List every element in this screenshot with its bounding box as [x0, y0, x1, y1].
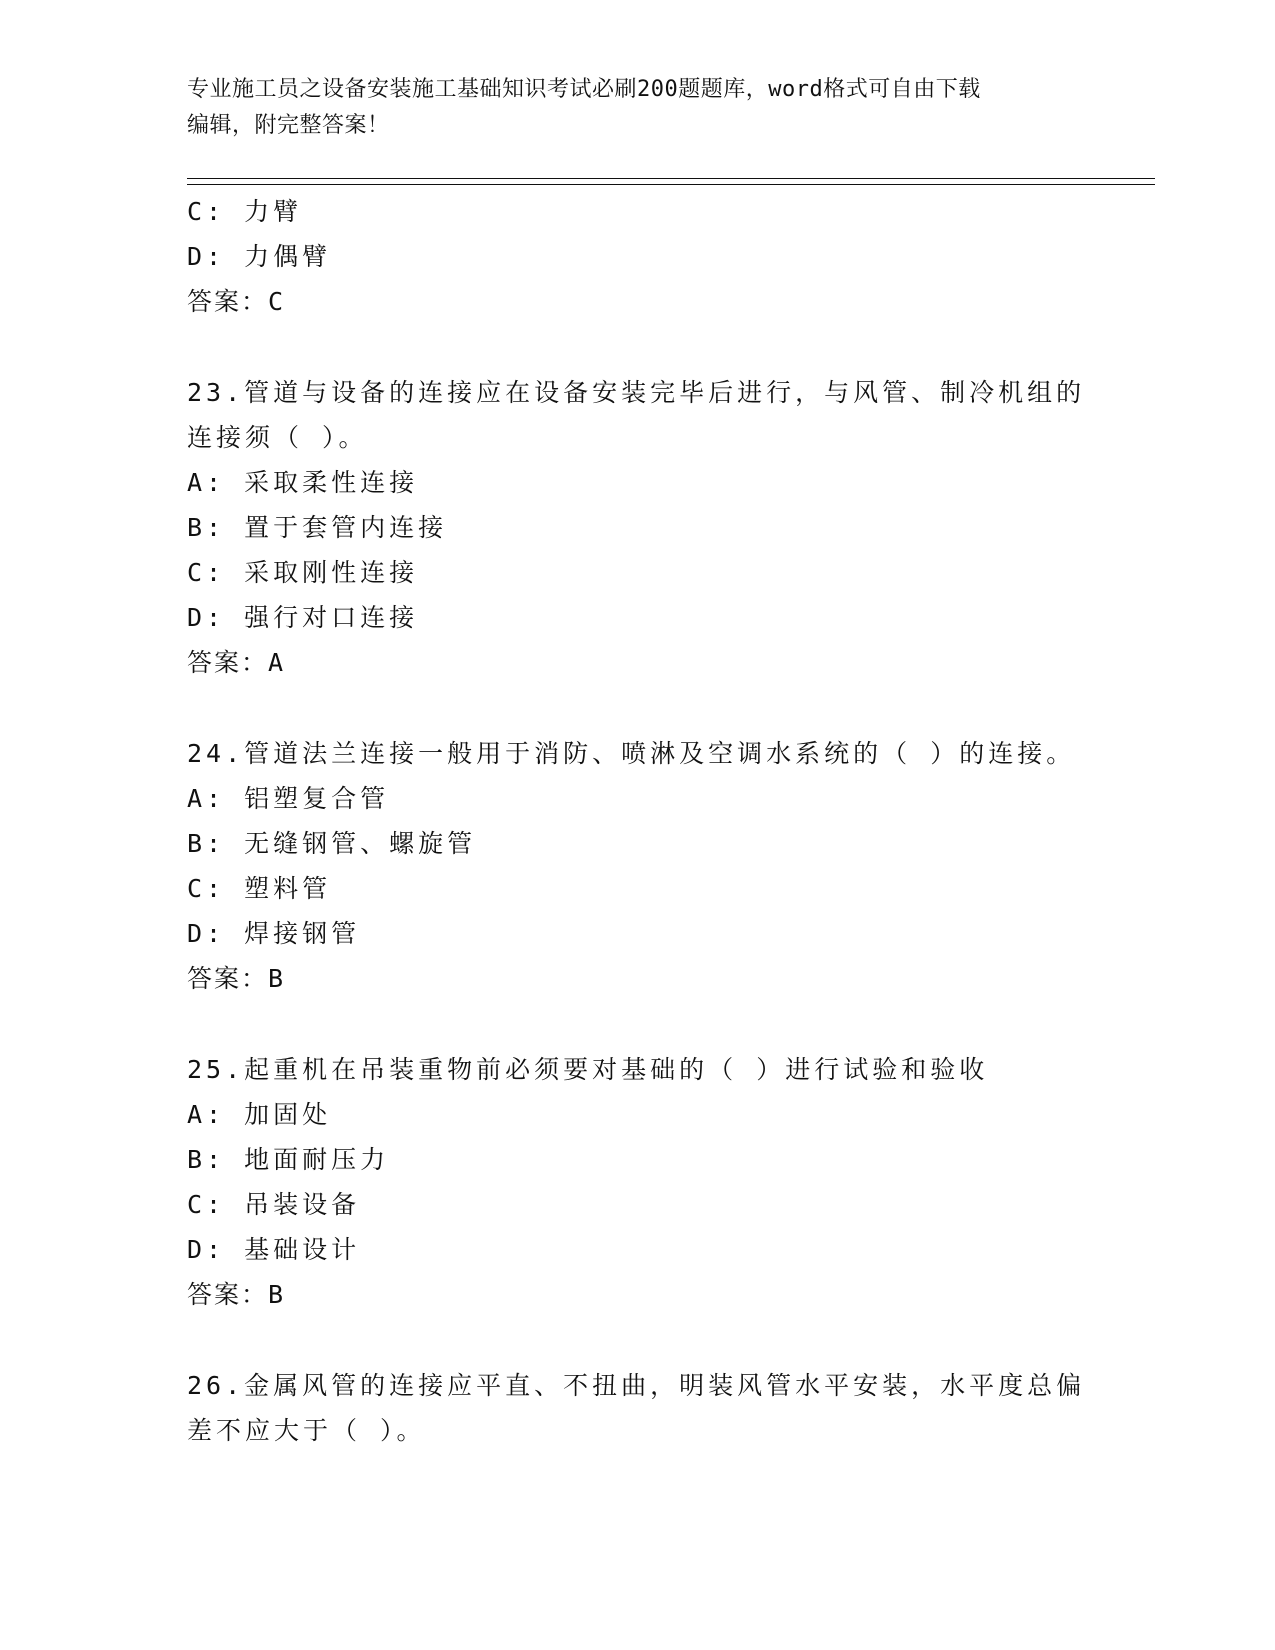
- option-label: A:: [187, 784, 226, 813]
- option-text: 吊装设备: [244, 1190, 361, 1219]
- option-b: [187, 505, 1087, 550]
- option-label: D:: [187, 919, 226, 948]
- option-label: C:: [187, 874, 226, 903]
- option-label: C:: [187, 558, 226, 587]
- question-22-tail: [187, 189, 1087, 324]
- option-d: [187, 234, 1087, 279]
- question-text-line-2: 差不应大于（ ）。: [187, 1416, 426, 1445]
- option-a: [187, 1092, 1087, 1137]
- option-text: 采取刚性连接: [244, 558, 419, 587]
- option-c: [187, 866, 1087, 911]
- question-text-line-2: 连接须（ ）。: [187, 423, 368, 452]
- option-text: 焊接钢管: [244, 919, 361, 948]
- option-text: 采取柔性连接: [244, 468, 419, 497]
- option-label: C:: [187, 1190, 226, 1219]
- option-label: C:: [187, 197, 226, 226]
- option-text: 强行对口连接: [244, 603, 419, 632]
- option-b: [187, 1137, 1087, 1182]
- option-label: A:: [187, 468, 226, 497]
- option-text: 塑料管: [244, 874, 332, 903]
- question-24: [187, 731, 1087, 1001]
- document-header: [187, 72, 1067, 144]
- question-text-line-1: 25.起重机在吊装重物前必须要对基础的（ ）进行试验和验收: [187, 1055, 989, 1084]
- option-text: 力臂: [244, 197, 303, 226]
- option-text: 铝塑复合管: [244, 784, 390, 813]
- option-d: [187, 595, 1087, 640]
- header-line-2: 编辑，附完整答案！: [187, 113, 390, 138]
- answer: 答案：C: [187, 287, 286, 316]
- option-c: [187, 189, 1087, 234]
- spacer: [187, 685, 1087, 731]
- option-text: 力偶臂: [244, 242, 332, 271]
- option-d: [187, 1227, 1087, 1272]
- option-c: [187, 1182, 1087, 1227]
- answer: 答案：B: [187, 964, 286, 993]
- question-23: [187, 370, 1087, 685]
- spacer: [187, 1317, 1087, 1363]
- option-text: 基础设计: [244, 1235, 361, 1264]
- option-c: [187, 550, 1087, 595]
- option-a: [187, 460, 1087, 505]
- question-26: [187, 1363, 1087, 1453]
- question-text-line-1: 24.管道法兰连接一般用于消防、喷淋及空调水系统的（ ）的连接。: [187, 739, 1076, 768]
- option-label: A:: [187, 1100, 226, 1129]
- option-label: D:: [187, 1235, 226, 1264]
- option-d: [187, 911, 1087, 956]
- header-rule-bottom: [187, 184, 1155, 185]
- option-a: [187, 776, 1087, 821]
- option-text: 无缝钢管、螺旋管: [244, 829, 477, 858]
- spacer: [187, 324, 1087, 370]
- option-label: D:: [187, 242, 226, 271]
- header-rule-top: [187, 178, 1155, 179]
- question-text-line-1: 23.管道与设备的连接应在设备安装完毕后进行，与风管、制冷机组的: [187, 378, 1086, 407]
- question-25: [187, 1047, 1087, 1317]
- option-text: 加固处: [244, 1100, 332, 1129]
- spacer: [187, 1001, 1087, 1047]
- option-label: B:: [187, 829, 226, 858]
- answer: 答案：B: [187, 1280, 286, 1309]
- question-text-line-1: 26.金属风管的连接应平直、不扭曲，明装风管水平安装，水平度总偏: [187, 1371, 1086, 1400]
- header-line-1: 专业施工员之设备安装施工基础知识考试必刷200题题库，word格式可自由下载: [187, 77, 981, 102]
- option-text: 地面耐压力: [244, 1145, 390, 1174]
- option-label: D:: [187, 603, 226, 632]
- answer: 答案：A: [187, 648, 286, 677]
- option-text: 置于套管内连接: [244, 513, 448, 542]
- document-body: [187, 189, 1087, 1453]
- option-b: [187, 821, 1087, 866]
- option-label: B:: [187, 1145, 226, 1174]
- option-label: B:: [187, 513, 226, 542]
